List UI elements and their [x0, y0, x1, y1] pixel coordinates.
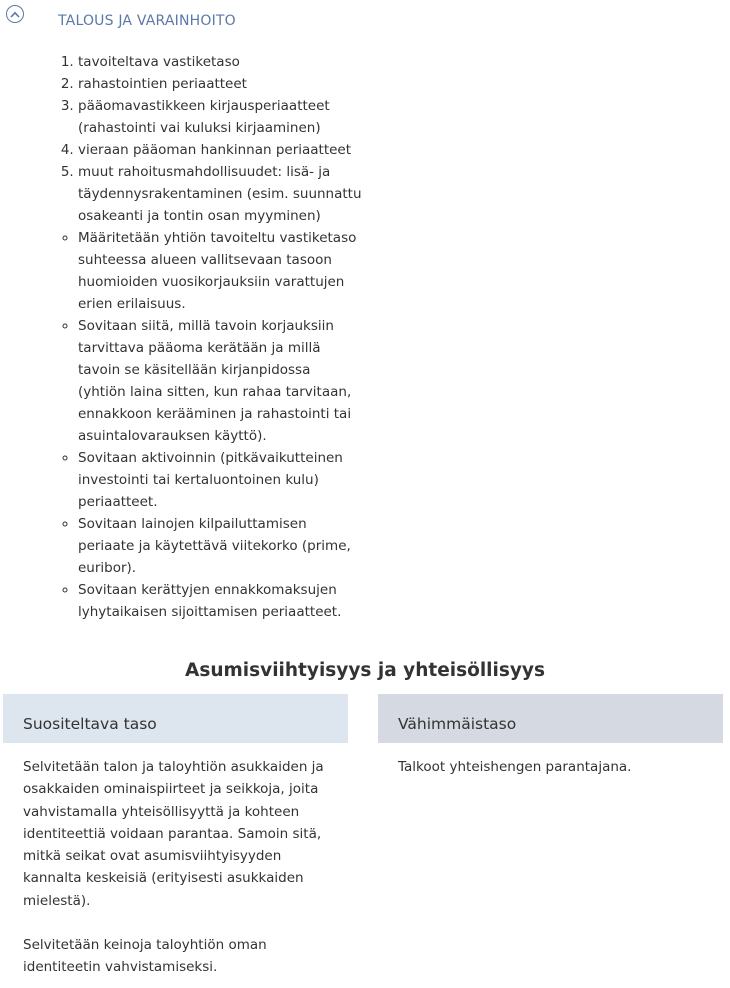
- recommended-level-body: [23, 756, 338, 979]
- list-item: ◦ Sovitaan kerättyjen ennakkomaksujen lyhytaikaisen sijoittamisen periaatteet.: [78, 579, 362, 623]
- list-item: ◦ Määritetään yhtiön tavoiteltu vastiketaso suhteessa alueen vallitsevaan tasoon huomioiden vuosikorjauksiin varattujen erien erilaisuus.: [78, 227, 362, 315]
- list-item: ◦ Sovitaan aktivoinnin (pitkävaikutteinen investointi tai kertaluontoinen kulu) periaatteet.: [78, 447, 362, 513]
- minimum-level-body: [398, 756, 708, 778]
- list-item: 5. muut rahoitusmahdollisuudet: lisä- ja täydennysrakentaminen (esim. suunnattu osakeanti ja tontin osan myyminen): [78, 161, 362, 227]
- page-heading: Asumisviihtyisyys ja yhteisöllisyys: [185, 660, 545, 681]
- list-item: ◦ Sovitaan lainojen kilpailuttamisen periaate ja käytettävä viitekorko (prime, euribor).: [78, 513, 362, 579]
- minimum-paragraph: Talkoot yhteishengen parantajana.: [398, 759, 632, 775]
- recommended-paragraph: Selvitetään keinoja taloyhtiön oman identiteetin vahvistamiseksi.: [23, 937, 267, 976]
- chevron-up-icon: [10, 11, 20, 18]
- list-item: 4. vieraan pääoman hankinnan periaatteet: [78, 139, 362, 161]
- section-title[interactable]: TALOUS JA VARAINHOITO: [58, 13, 236, 29]
- content-list: [62, 51, 362, 623]
- minimum-level-header: Vähimmäistaso: [378, 694, 723, 743]
- list-item: 2. rahastointien periaatteet: [78, 73, 362, 95]
- recommended-level-header: Suositeltava taso: [3, 694, 348, 743]
- chevron-up-circle-icon[interactable]: [6, 5, 24, 23]
- recommended-paragraph: Selvitetään talon ja taloyhtiön asukkaiden ja osakkaiden ominaispiirteet ja seikkoja, joita vahvistamalla yhteisöllisyyttä ja kohteen identiteettiä voidaan parantaa. Samoin sitä, mitkä seikat ovat asumisviihtyisyyden kannalta keskeisiä (erityisesti asukkaiden mielestä).: [23, 759, 324, 909]
- bullet-list: [62, 227, 362, 623]
- list-item: ◦ Sovitaan siitä, millä tavoin korjauksiin tarvittava pääoma kerätään ja millä tavoin se käsitellään kirjanpidossa (yhtiön laina sitten, kun rahaa tarvitaan, ennakkoon kerääminen ja rahastointi tai asuintalovarauksen käyttö).: [78, 315, 362, 447]
- list-item: 3. pääomavastikkeen kirjausperiaatteet (rahastointi vai kuluksi kirjaaminen): [78, 95, 362, 139]
- ordered-list: [62, 51, 362, 227]
- list-item: 1. tavoiteltava vastiketaso: [78, 51, 362, 73]
